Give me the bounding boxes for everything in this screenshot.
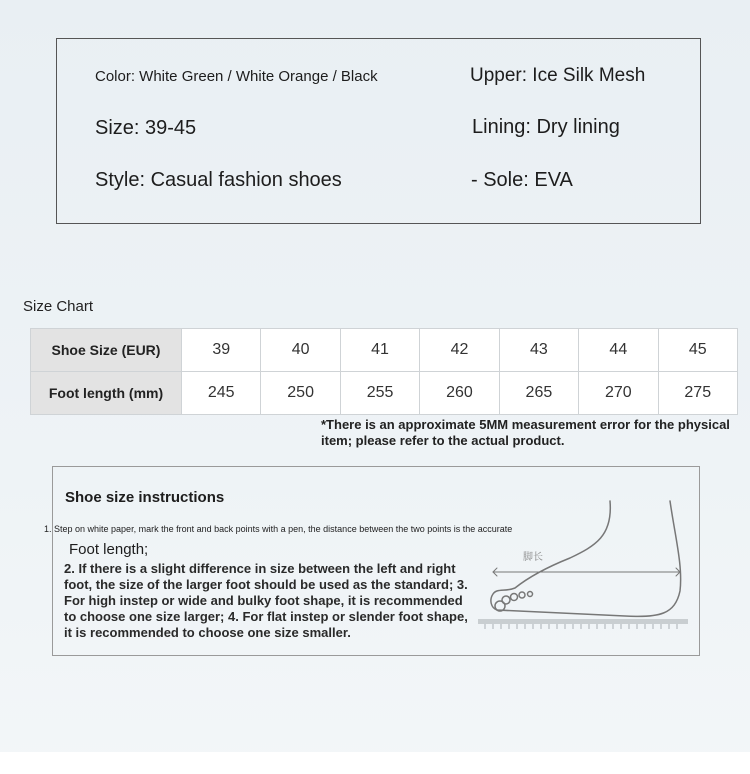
spec-sole: - Sole: EVA	[471, 169, 573, 191]
foot-length-row	[31, 372, 738, 415]
row-header-foot-length: Foot length (mm)	[31, 372, 182, 415]
instructions-title: Shoe size instructions	[65, 489, 225, 506]
size-chart-table	[30, 328, 738, 415]
instructions-step1: 1. Step on white paper, mark the front and back points with a pen, the distance between the two points is the accurate	[44, 524, 513, 534]
shoe-size-cell: 44	[579, 329, 658, 372]
size-chart-title: Size Chart	[23, 298, 94, 315]
spec-size: Size: 39-45	[95, 117, 197, 139]
foot-length-cell: 265	[499, 372, 578, 415]
spec-style: Style: Casual fashion shoes	[95, 169, 342, 191]
row-header-shoe-size: Shoe Size (EUR)	[31, 329, 182, 372]
foot-diagram-icon	[475, 496, 690, 636]
spec-lining: Lining: Dry lining	[472, 116, 620, 138]
spec-color: Color: White Green / White Orange / Black	[95, 68, 378, 85]
instructions-body: 2. If there is a slight difference in size between the left and right foot, the size of the larger foot should be used as the standard; 3. For high instep or wide and bulky foot shape, it is recommended to choose one size larger; 4. For flat instep or slender foot shape, it is recommended to choose one size smaller.	[64, 561, 468, 640]
shoe-size-row	[31, 329, 738, 372]
shoe-size-cell: 39	[182, 329, 261, 372]
foot-length-cell: 250	[261, 372, 340, 415]
shoe-size-cell: 42	[420, 329, 499, 372]
shoe-size-cell: 40	[261, 329, 340, 372]
foot-length-cell: 245	[182, 372, 261, 415]
bottom-band	[0, 752, 750, 774]
shoe-size-cell: 41	[340, 329, 419, 372]
measurement-note: *There is an approximate 5MM measurement error for the physical item; please refer to the actual product.	[321, 417, 730, 448]
instructions-foot-length: Foot length;	[69, 541, 149, 558]
shoe-size-cell: 43	[499, 329, 578, 372]
foot-length-cell: 260	[420, 372, 499, 415]
shoe-size-cell: 45	[658, 329, 737, 372]
diagram-label: 脚长	[523, 552, 543, 563]
foot-length-cell: 255	[340, 372, 419, 415]
spec-upper: Upper: Ice Silk Mesh	[470, 65, 646, 86]
foot-length-cell: 270	[579, 372, 658, 415]
foot-length-cell: 275	[658, 372, 737, 415]
